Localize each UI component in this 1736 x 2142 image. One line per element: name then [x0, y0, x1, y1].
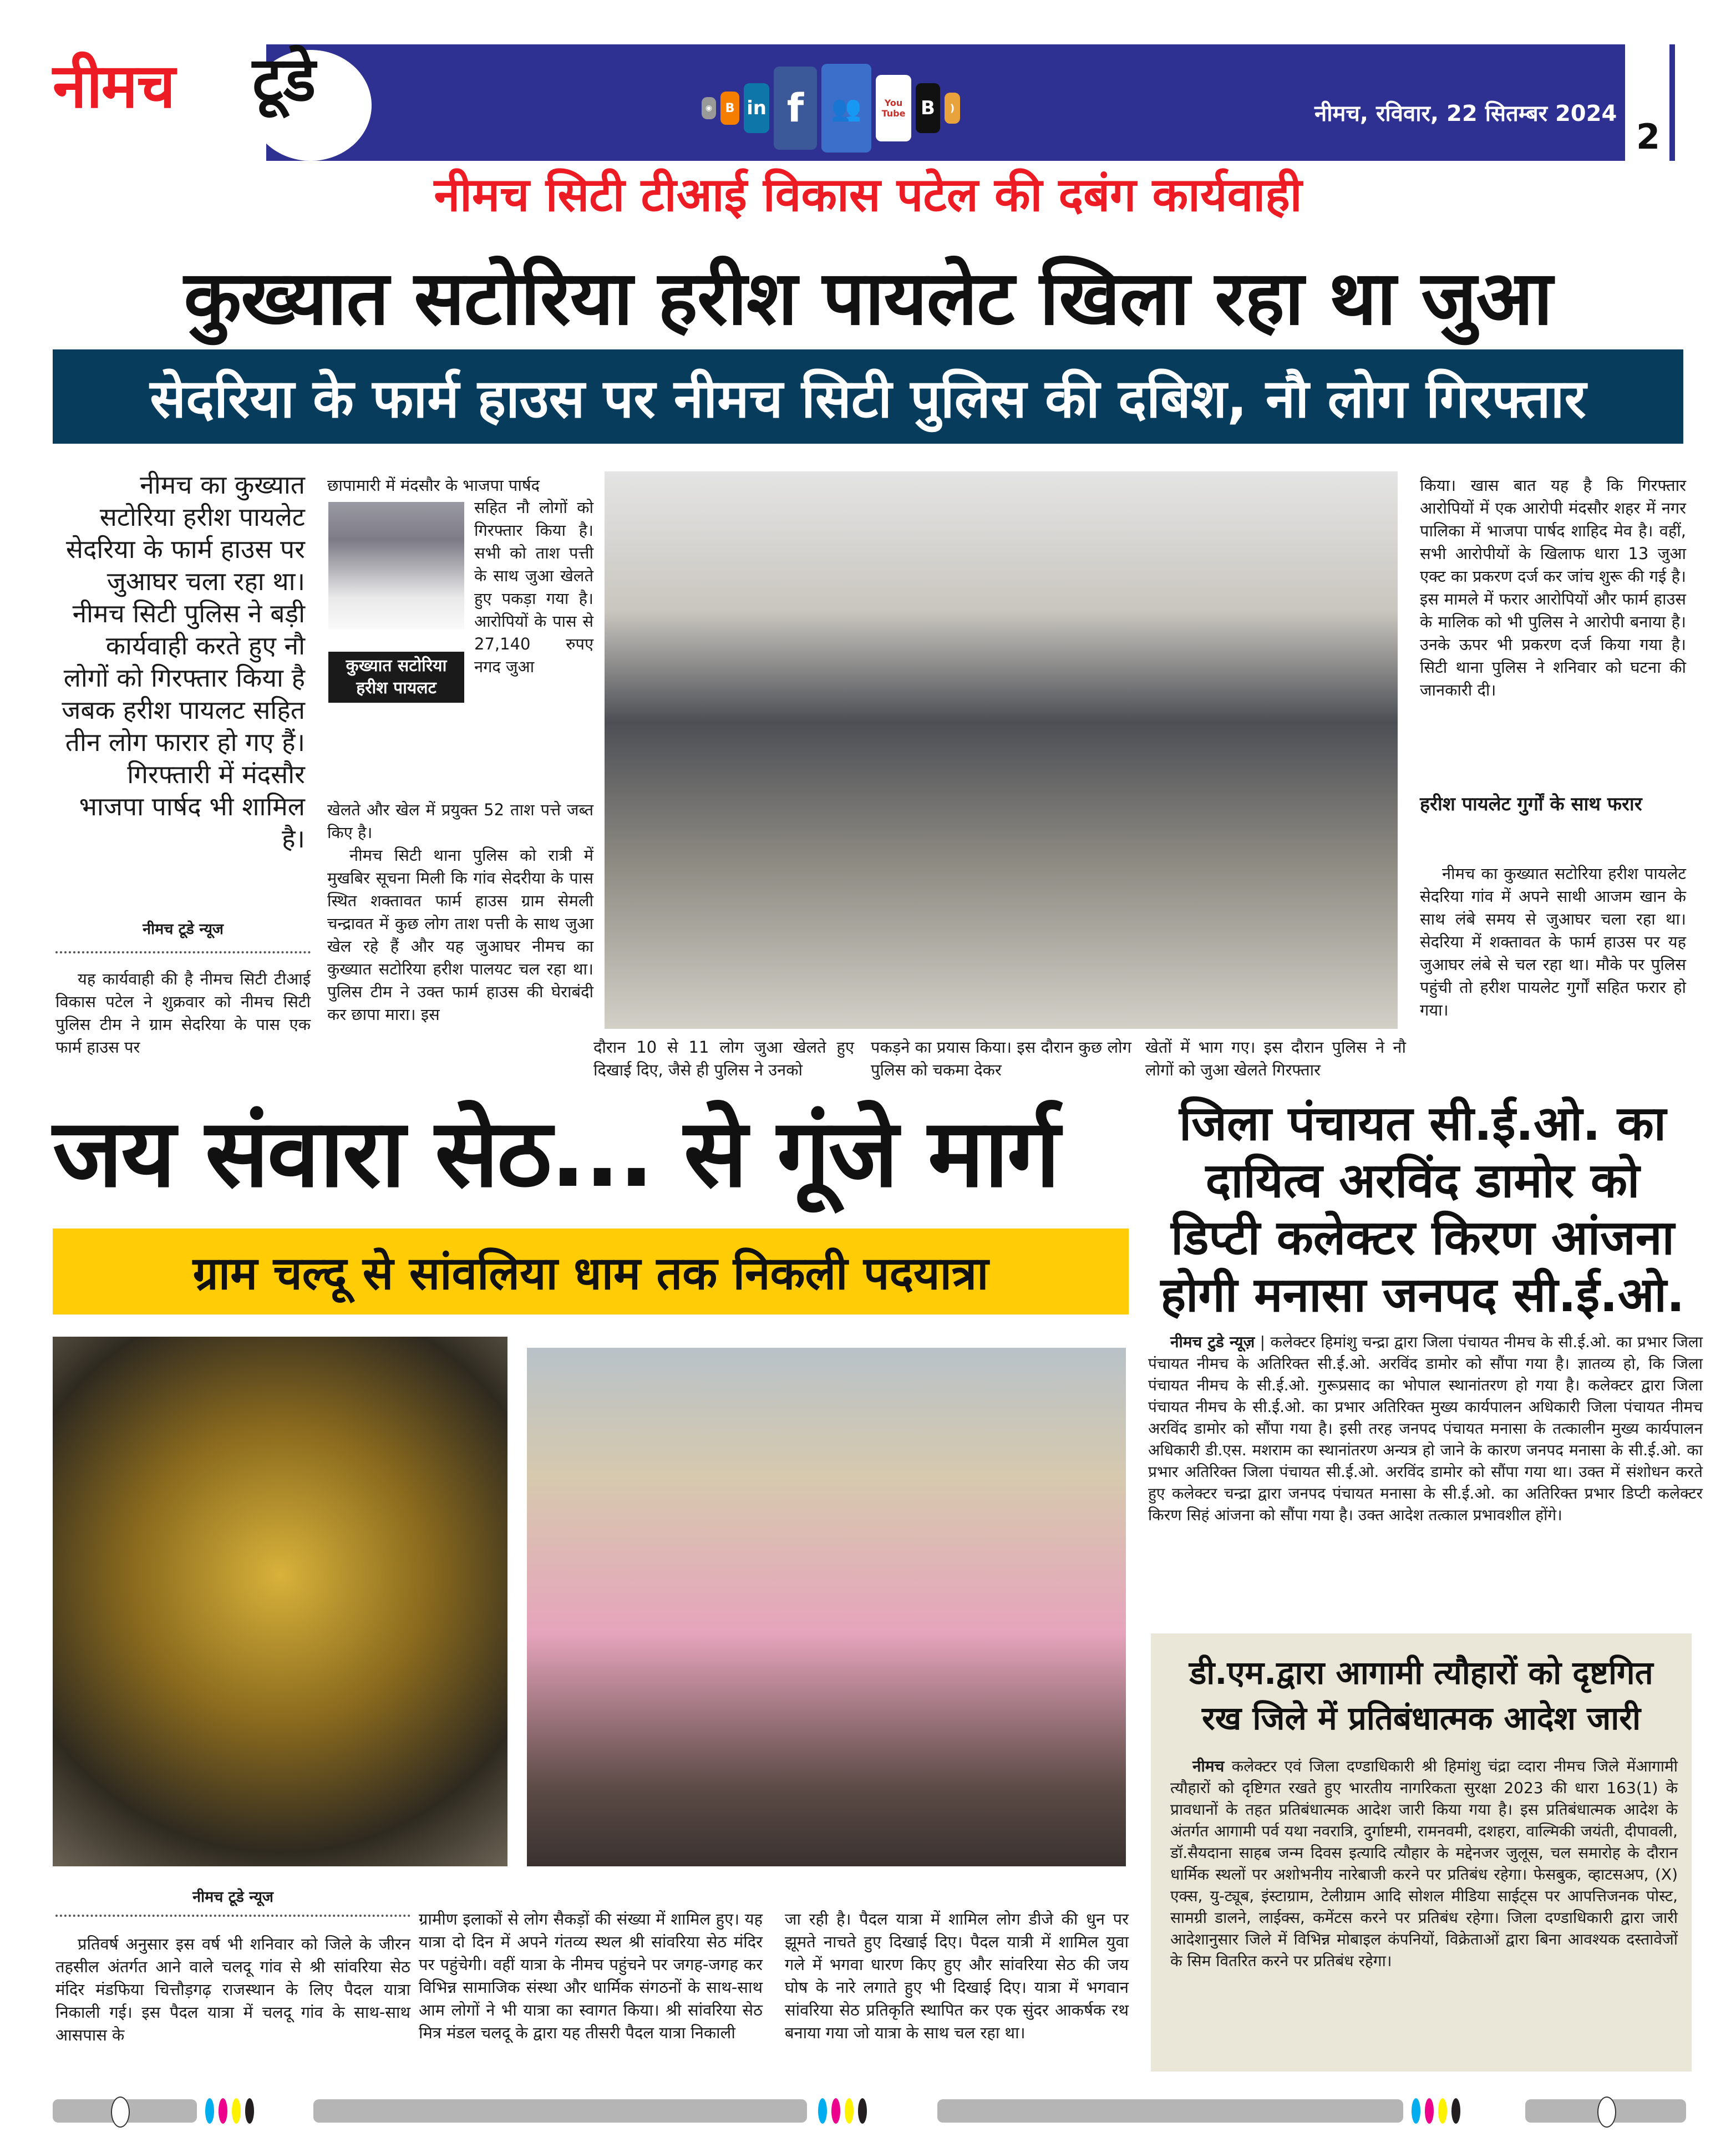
story3-byline: नीमच टुडे न्यूज़ — [1170, 1333, 1255, 1351]
story1-lead: नीमच का कुख्यात सटोरिया हरीश पायलेट सेदरिया के फार्म हाउस पर जुआघर चला रहा था। नीमच सिटी पुलिस ने बड़ी कार्यवाही करते हुए नौ लोगों को गिरफ्तार किया है जबक हरीश पायलट सहित तीन लोग फारार हो गए हैं। गिरफ्तारी में मंदसौर भाजपा पार्षद भी शामिल है। — [62, 470, 305, 854]
masthead-edge-rule — [1669, 44, 1675, 161]
story2-headline: जय संवारा सेठ... से गूंजे मार्ग — [53, 1099, 1059, 1209]
color-registration-dot — [232, 2098, 241, 2124]
story2-col2: ग्रामीण इलाकों से लोग सैकड़ों की संख्या में शामिल हुए। यह यात्रा दो दिन में अपने गंतव्य स्थल श्री सांवरिया सेठ मंदिर पर पहुंचेगी। वहीं यात्रा के नीमच पहुंचने पर जगह-जगह कर विभिन्न सामाजिक संस्था और धार्मिक संगठनों के साथ-साथ आम लोगों ने भी यात्रा का स्वागत किया। श्री सांवरिया सेठ मित्र मंडल चलदू के द्वारा यह तीसरी पैदल यात्रा निकाली — [419, 1910, 763, 2042]
youtube-icon: You Tube — [876, 75, 911, 141]
story1-col2-para2: नीमच सिटी थाना पुलिस को रात्री में मुखबिर सूचना मिली कि गांव सेदरीया के पास स्थित शक्तावत फार्म हाउस ग्राम सेमली चन्द्रावत में कुछ लोग ताश पत्ती के साथ जुआ खेल रहे हैं और यह जुआघर नीमच का कुख्यात सटोरिया हरीश पालयट चल रहा था। पुलिस टीम ने उक्त फार्म हाउस की घेराबंदी कर छापा मारा। इस — [327, 846, 593, 1024]
logo-text-neemuch: नीमच — [53, 50, 175, 121]
color-registration-dot — [219, 2098, 227, 2124]
portrait-photo — [328, 502, 464, 630]
page-number: 2 — [1636, 116, 1661, 157]
story1-subheadline: सेदरिया के फार्म हाउस पर नीमच सिटी पुलिस की दबिश, नौ लोग गिरफ्तार — [53, 349, 1683, 444]
story1-col1-body: यह कार्यवाही की है नीमच सिटी टीआई विकास पटेल ने शुक्रवार को नीमच सिटी पुलिस टीम ने ग्राम सेदरिया के पास एक फार्म हाउस पर — [55, 970, 311, 1057]
color-registration-dot — [831, 2098, 840, 2124]
story3-body: कलेक्टर हिमांशु चन्द्रा द्वारा जिला पंचायत नीमच के सी.ई.ओ. का प्रभार जिला पंचायत नीमच के अतिरिक्त सी.ई.ओ. अरविंद डामोर को सौंपा गया है। ज्ञातव्य हो, कि जिला पंचायत नीमच के सी.ई.ओ. गुरूप्रसाद का भोपाल स्थानांतरण हो गया है। कलेक्टर द्वारा जिला पंचायत नीमच के सी.ई.ओ. का प्रभार अतिरिक्त मुख्य कार्यपालन अधिकारी जिला पंचायत नीमच अरविंद डामोर को सौंपा गया है। इसी तरह जनपद पंचायत मनासा के तत्कालीन मुख्य कार्यपालन अधिकारी डी.एस. मशराम का स्थानांतरण अन्यत्र हो जाने के कारण जनपद मनासा के सी.ई.ओ. का प्रभार अतिरिक्त जिला पंचायत सी.ई.ओ. अरविंद डामोर को सौंपा गया था। उक्त में संशोधन करते हुए कलेक्टर चन्द्रा द्वारा जनपद पंचायत मनासा के सी.ई.ओ. का अतिरिक्त प्रभार डिप्टी कलेक्टर किरण सिहं आंजना को सौंपा गया है। उक्त आदेश तत्काल प्रभावशील होंगे। — [1148, 1333, 1703, 1524]
story4-dateline: नीमच — [1192, 1757, 1225, 1775]
story4-headline-line: रख जिले में प्रतिबंधात्मक आदेश जारी — [1202, 1699, 1641, 1737]
crosshair-icon — [1597, 2097, 1616, 2128]
story3-headline-line: दायित्व अरविंद डामोर को — [1205, 1153, 1640, 1209]
divider — [55, 1915, 410, 1917]
crosshair-icon — [111, 2097, 130, 2128]
story1-col2-cont: खेलते और खेल में प्रयुक्त 52 ताश पत्ते जब्त किए है। — [327, 800, 593, 842]
story2-col1: प्रतिवर्ष अनुसार इस वर्ष भी शनिवार को जिले के जीरन तहसील अंतर्गत आने वाले चलदू गांव से श्री सांवरिया सेठ मंदिर मंडफिया चित्तौड़गढ़ राजस्थान के लिए पैदल यात्रा निकाली गई। इस पैदल यात्रा में चलदू गांव के साथ-साथ आसपास के — [55, 1935, 410, 2044]
color-registration-dot — [858, 2098, 867, 2124]
story1-kicker: नीमच सिटी टीआई विकास पटेल की दबंग कार्यवाही — [434, 167, 1302, 222]
color-registration-dot — [1425, 2098, 1434, 2124]
portrait-caption-line2: हरीश पायलट — [356, 678, 436, 698]
story1-below-photo-col1: दौरान 10 से 11 लोग जुआ खेलते हुए दिखाई दिए, जैसे ही पुलिस ने उनको — [593, 1038, 854, 1079]
story1-right-para2: नीमच का कुख्यात सटोरिया हरीश पायलेट सेदरिया गांव में अपने साथी आजम खान के साथ लंबे समय से जुआघर चला रहा था। सेदरिया में शक्तावत के फार्म हाउस पर यह जुआघर लंबे से चल रहा था। मौके पर पुलिस पहुंची तो हरीश पायलेट गुर्गों सहित फरार हो गया। — [1420, 864, 1686, 1019]
story3-body-wrap: नीमच टुडे न्यूज़ | कलेक्टर हिमांशु चन्द्रा द्वारा जिला पंचायत नीमच के सी.ई.ओ. का प्रभार जिला पंचायत नीमच के अतिरिक्त सी.ई.ओ. अरविंद डामोर को सौंपा गया है। ज्ञातव्य हो, कि जिला पंचायत नीमच के सी.ई.ओ. गुरूप्रसाद का भोपाल स्थानांतरण हो गया है। कलेक्टर द्वारा जिला पंचायत नीमच के सी.ई.ओ. का प्रभार अतिरिक्त मुख्य कार्यपालन अधिकारी जिला पंचायत नीमच अरविंद डामोर को सौंपा गया है। इसी तरह जनपद पंचायत मनासा के तत्कालीन मुख्य कार्यपालन अधिकारी डी.एस. मशराम का स्थानांतरण अन्यत्र हो जाने के कारण जनपद मनासा के सी.ई.ओ. का प्रभार अतिरिक्त जिला पंचायत सी.ई.ओ. अरविंद डामोर को सौंपा गया था। उक्त में संशोधन करते हुए कलेक्टर चन्द्रा द्वारा जनपद पंचायत मनासा के सी.ई.ओ. का अतिरिक्त प्रभार डिप्टी कलेक्टर किरण सिहं आंजना को सौंपा गया है। उक्त आदेश तत्काल प्रभावशील होंगे। — [1148, 1333, 1703, 1524]
story4-headline-line: डी.एम.द्वारा आगामी त्यौहारों को दृष्टगित — [1189, 1654, 1653, 1692]
color-registration-dot — [1451, 2098, 1460, 2124]
story3-headline-line: जिला पंचायत सी.ई.ओ. का — [1179, 1096, 1667, 1151]
arrest-group-photo — [605, 471, 1398, 1029]
registration-bar — [313, 2099, 807, 2123]
myspace-icon: 👥 — [821, 64, 871, 153]
story2-subheadline: ग्राम चल्दू से सांवलिया धाम तक निकली पदयात्रा — [53, 1229, 1129, 1314]
deity-photo — [53, 1337, 507, 1866]
color-registration-dot — [1412, 2098, 1420, 2124]
procession-photo — [527, 1348, 1126, 1866]
story1-right-para1: किया। खास बात यह है कि गिरफ्तार आरोपियों में एक आरोपी मंदसौर शहर में नगर पालिका में भाजपा पार्षद शाहिद मेव है। वहीं, सभी आरोपीयों के खिलाफ धारा 13 जुआ एक्ट का प्रकरण दर्ज कर जांच शुरू की गई है। इस मामले में फरार आरोपियों और फार्म हाउस के मालिक को भी पुलिस ने आरोपी बनाया है। उनके ऊपर भी प्रकरण दर्ज किया गया है। सिटी थाना पुलिस ने शनिवार को घटना की जानकारी दी। — [1420, 476, 1686, 699]
story4-body: कलेक्टर एवं जिला दण्डाधिकारी श्री हिमांशु चंद्रा व्दारा नीमच जिले मेंआगामी त्यौहारों को दृष्टिगत रखते हुए भारतीय नागरिकता सुरक्षा 2023 की धारा 163(1) के प्रावधानों के तहत प्रतिबंधात्मक आदेश जारी किया गया है। इस प्रतिबंधात्मक आदेश के अंतर्गत आगामी पर्व यथा नवरात्रि, दुर्गाष्टमी, रामनवमी, दशहरा, वाल्मिकी जयंती, दीपावली, डॉ.सैयदाना साहब जन्म दिवस इत्यादि त्यौहार के मद्देनजर जुलूस, चल समारोह के दौरान धार्मिक स्थलों पर अशोभनीय नारेबाजी करने पर प्रतिबंध रहेगा। फेसबुक, व्हाटसअप, (X) एक्स, यु-ट्यूब, इंस्टाग्राम, टेलीग्राम आदि सोशल मीडिया साईट्स पर आपत्तिजनक पोस्ट, सामग्री डालने, लाईक्स, कमेंटस करने पर प्रतिबंध रहेगा। जिला दण्डाधिकारी द्वारा जारी आदेशानुसार जिले में विभिन्न मोबाइल कंपनियों, विक्रेताओं द्वारा बिना आवश्यक दस्तावेजों के सिम वितरित करने पर प्रतिबंध रहेगा। — [1170, 1757, 1678, 1970]
registration-bar — [937, 2099, 1403, 2123]
logo-text-today: टूडे — [252, 44, 316, 115]
color-registration-dot — [1438, 2098, 1447, 2124]
story3-headline — [1143, 1095, 1703, 1324]
story1-col2-top: छापामारी में मंदसौर के भाजपा पार्षद — [327, 476, 540, 495]
color-registration-dot — [845, 2098, 854, 2124]
story1-byline: नीमच टूडे न्यूज — [143, 921, 224, 938]
story3-headline-line: होगी मनासा जनपद सी.ई.ओ. — [1160, 1267, 1685, 1323]
blogger-icon: B — [720, 92, 739, 125]
bebo-icon: B — [916, 83, 940, 133]
story1-below-photo-col3: खेतों में भाग गए। इस दौरान पुलिस ने नौ लोगों को जुआ खेलते गिरफ्तार — [1145, 1038, 1406, 1079]
color-registration-dot — [205, 2098, 214, 2124]
color-registration-dot — [245, 2098, 254, 2124]
rss-icon: ◉ — [702, 97, 716, 119]
portrait-caption-line1: कुख्यात सटोरिया — [346, 656, 447, 676]
social-icons-strip — [702, 61, 1012, 155]
feed-icon: ) — [945, 93, 960, 124]
story2-col3: जा रही है। पैदल यात्रा में शामिल लोग डीजे की धुन पर झूमते नाचते हुए दिखाई दिए। पैदल यात्री में शामिल युवा गले में भगवा धारण किए हुए और सांवरिया सेठ की जय घोष के नारे लगाते हुए भी दिखाई दिए। यात्रा में भगवान सांवरिया सेठ प्रतिकृति स्थापित कर एक सुंदर आकर्षक रथ बनाया गया जो यात्रा के साथ चल रहा था। — [785, 1910, 1129, 2042]
issue-date: नीमच, रविवार, 22 सितम्बर 2024 — [1314, 101, 1617, 126]
story1-right-subhead: हरीश पायलेट गुर्गों के साथ फरार — [1420, 793, 1642, 815]
portrait-caption — [328, 652, 464, 703]
facebook-icon: f — [774, 67, 817, 150]
linkedin-icon: in — [744, 83, 769, 133]
story2-byline: नीमच टूडे न्यूज — [192, 1889, 273, 1906]
story4-body-wrap — [1170, 1755, 1678, 1972]
story1-col2-side: सहित नौ लोगों को गिरफ्तार किया है। सभी को ताश पत्ती के साथ जुआ खेलते हुए पकड़ा गया है। आरोपियों के पास से 27,140 रुपए नगद जुआ — [474, 498, 593, 676]
story1-headline: कुख्यात सटोरिया हरीश पायलेट खिला रहा था जुआ — [184, 255, 1552, 342]
divider — [55, 951, 311, 953]
color-registration-dot — [818, 2098, 827, 2124]
story4-headline — [1156, 1650, 1686, 1741]
story1-below-photo-col2: पकड़ने का प्रयास किया। इस दौरान कुछ लोग पुलिस को चकमा देकर — [871, 1038, 1131, 1079]
story3-headline-line: डिप्टी कलेक्टर किरण आंजना — [1171, 1210, 1674, 1266]
